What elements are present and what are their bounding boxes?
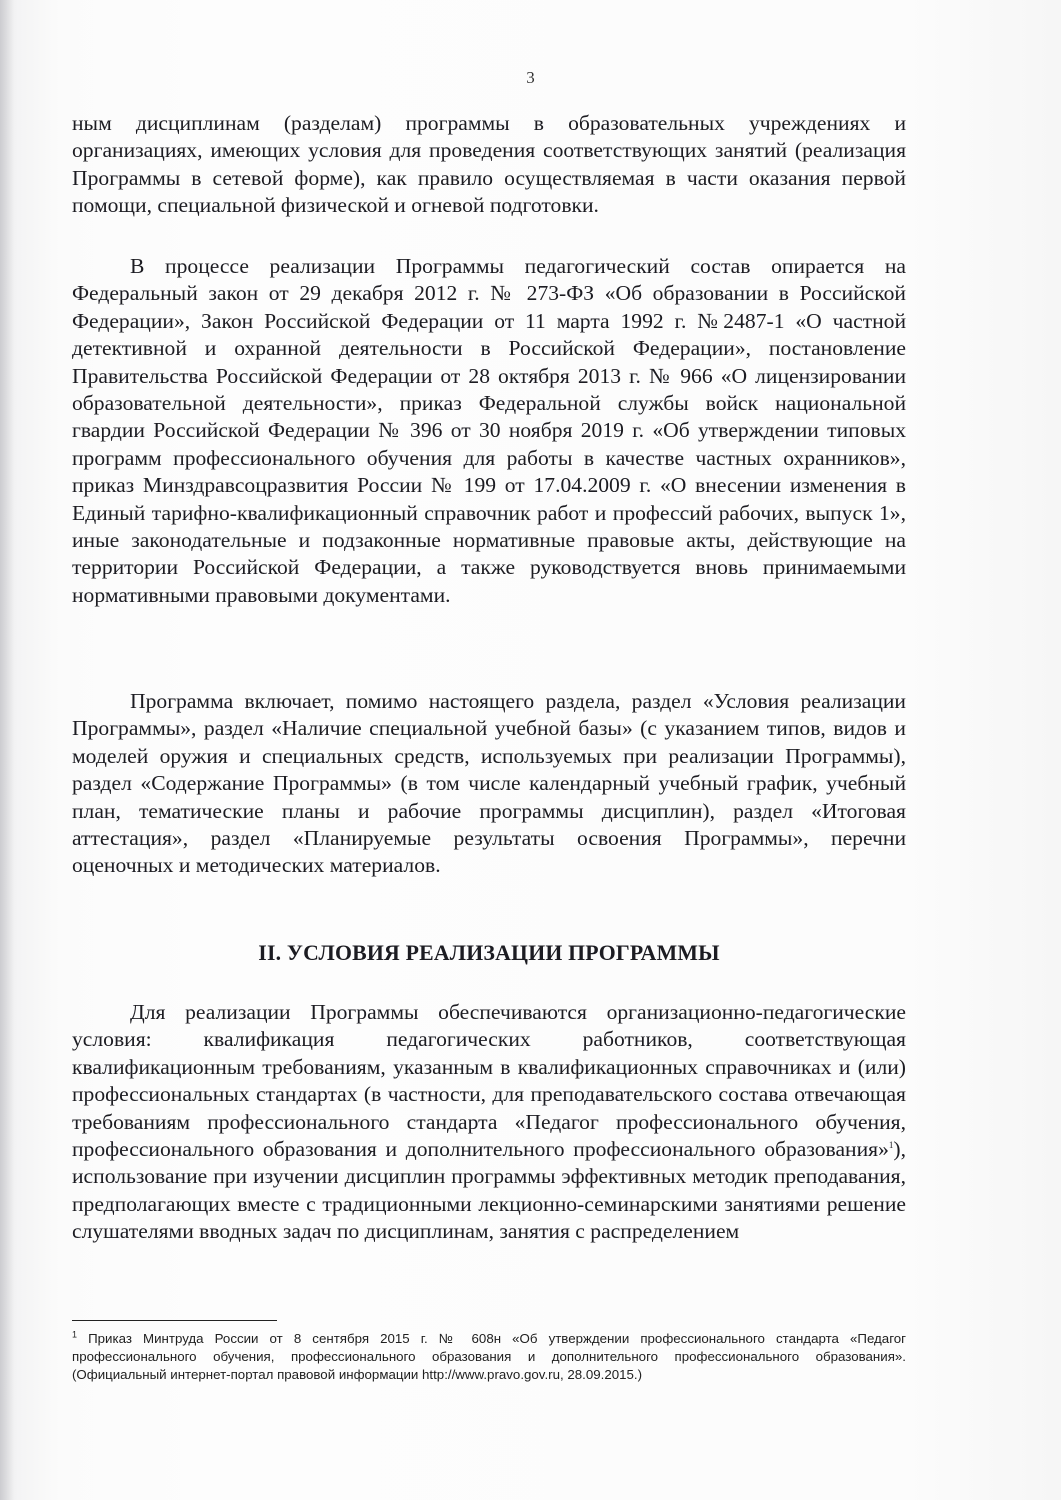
scan-edge-shadow: [0, 0, 14, 1500]
section-heading: II. УСЛОВИЯ РЕАЛИЗАЦИИ ПРОГРАММЫ: [258, 941, 720, 965]
paragraph-text: ным дисциплинам (разделам) программы в образовательных учреждениях и организациях, имеющих условия для проведения соответствующих занятий (реализация Программы в сетевой форме), как правило осуществляемая в части оказания первой помощи, специальной физической и огневой подготовки.: [72, 111, 906, 218]
footnote: [72, 1330, 906, 1384]
paragraph-continuation: [72, 110, 906, 220]
paragraph-text-part2: ), использование при изучении дисциплин программы эффективных методик преподавания, предполагающих вместе с традиционными лекционно-семинарскими занятиями решение слушателями вводных задач по дисциплинам, занятия с распределением: [72, 1137, 906, 1244]
paragraph-text: В процессе реализации Программы педагогический состав опирается на Федеральный закон от 29 декабря 2012 г. № 273-ФЗ «Об образовании в Российской Федерации», Закон Российской Федерации от 11 марта 1992 г. №2487-1 «О частной детективной и охранной деятельности в Российской Федерации», постановление Правительства Российской Федерации от 28 октября 2013 г. № 966 «О лицензировании образовательной деятельности», приказ Федеральной службы войск национальной гвардии Российской Федерации № 396 от 30 ноября 2019 г. «Об утверждении типовых программ профессионального обучения для работы в качестве частных охранников», приказ Минздравсоцразвития России № 199 от 17.04.2009 г. «О внесении изменения в Единый тарифно-квалификационный справочник работ и профессий рабочих, выпуск 1», иные законодательные и подзаконные нормативные правовые акты, действующие на территории Российской Федерации, а также руководствуется вновь принимаемыми нормативными правовыми документами.: [72, 254, 906, 607]
page-number: 3: [526, 68, 535, 87]
footnote-text: Приказ Минтруда России от 8 сентября 2015 г. № 608н «Об утверждении профессионального стандарта «Педагог профессионального обучения, профессионального образования и дополнительного профессионального образования». (Официальный интернет-портал правовой информации http://www.pravo.gov.ru, 28.09.2015.): [72, 1331, 906, 1382]
paragraph-text: Программа включает, помимо настоящего раздела, раздел «Условия реализации Программы», раздел «Наличие специальной учебной базы» (с указанием типов, видов и моделей оружия и специальных средств, используемых при реализации Программы), раздел «Содержание Программы» (в том числе календарный учебный график, учебный план, тематические планы и рабочие программы дисциплин), раздел «Итоговая аттестация», раздел «Планируемые результаты освоения Программы», перечни оценочных и методических материалов.: [72, 689, 906, 878]
footnote-reference: 1: [888, 1139, 894, 1150]
paragraph-program-contents: [72, 688, 906, 880]
paragraph-conditions: [72, 999, 906, 1246]
footnote-separator: [72, 1320, 277, 1321]
paragraph-legal-basis: [72, 253, 906, 609]
paragraph-text: [72, 999, 906, 1246]
footnote-marker: 1: [72, 1329, 78, 1340]
paragraph-text-part1: Для реализации Программы обеспечиваются организационно-педагогические условия: квалификация педагогических работников, соответствующая квалификационным требованиям, указанным в квалификационных справочниках и (или) профессиональных стандартах (в частности, для преподавательского состава отвечающая требованиям профессионального стандарта «Педагог профессионального обучения, профессионального образования и дополнительного профессионального образования»: [72, 1000, 906, 1162]
